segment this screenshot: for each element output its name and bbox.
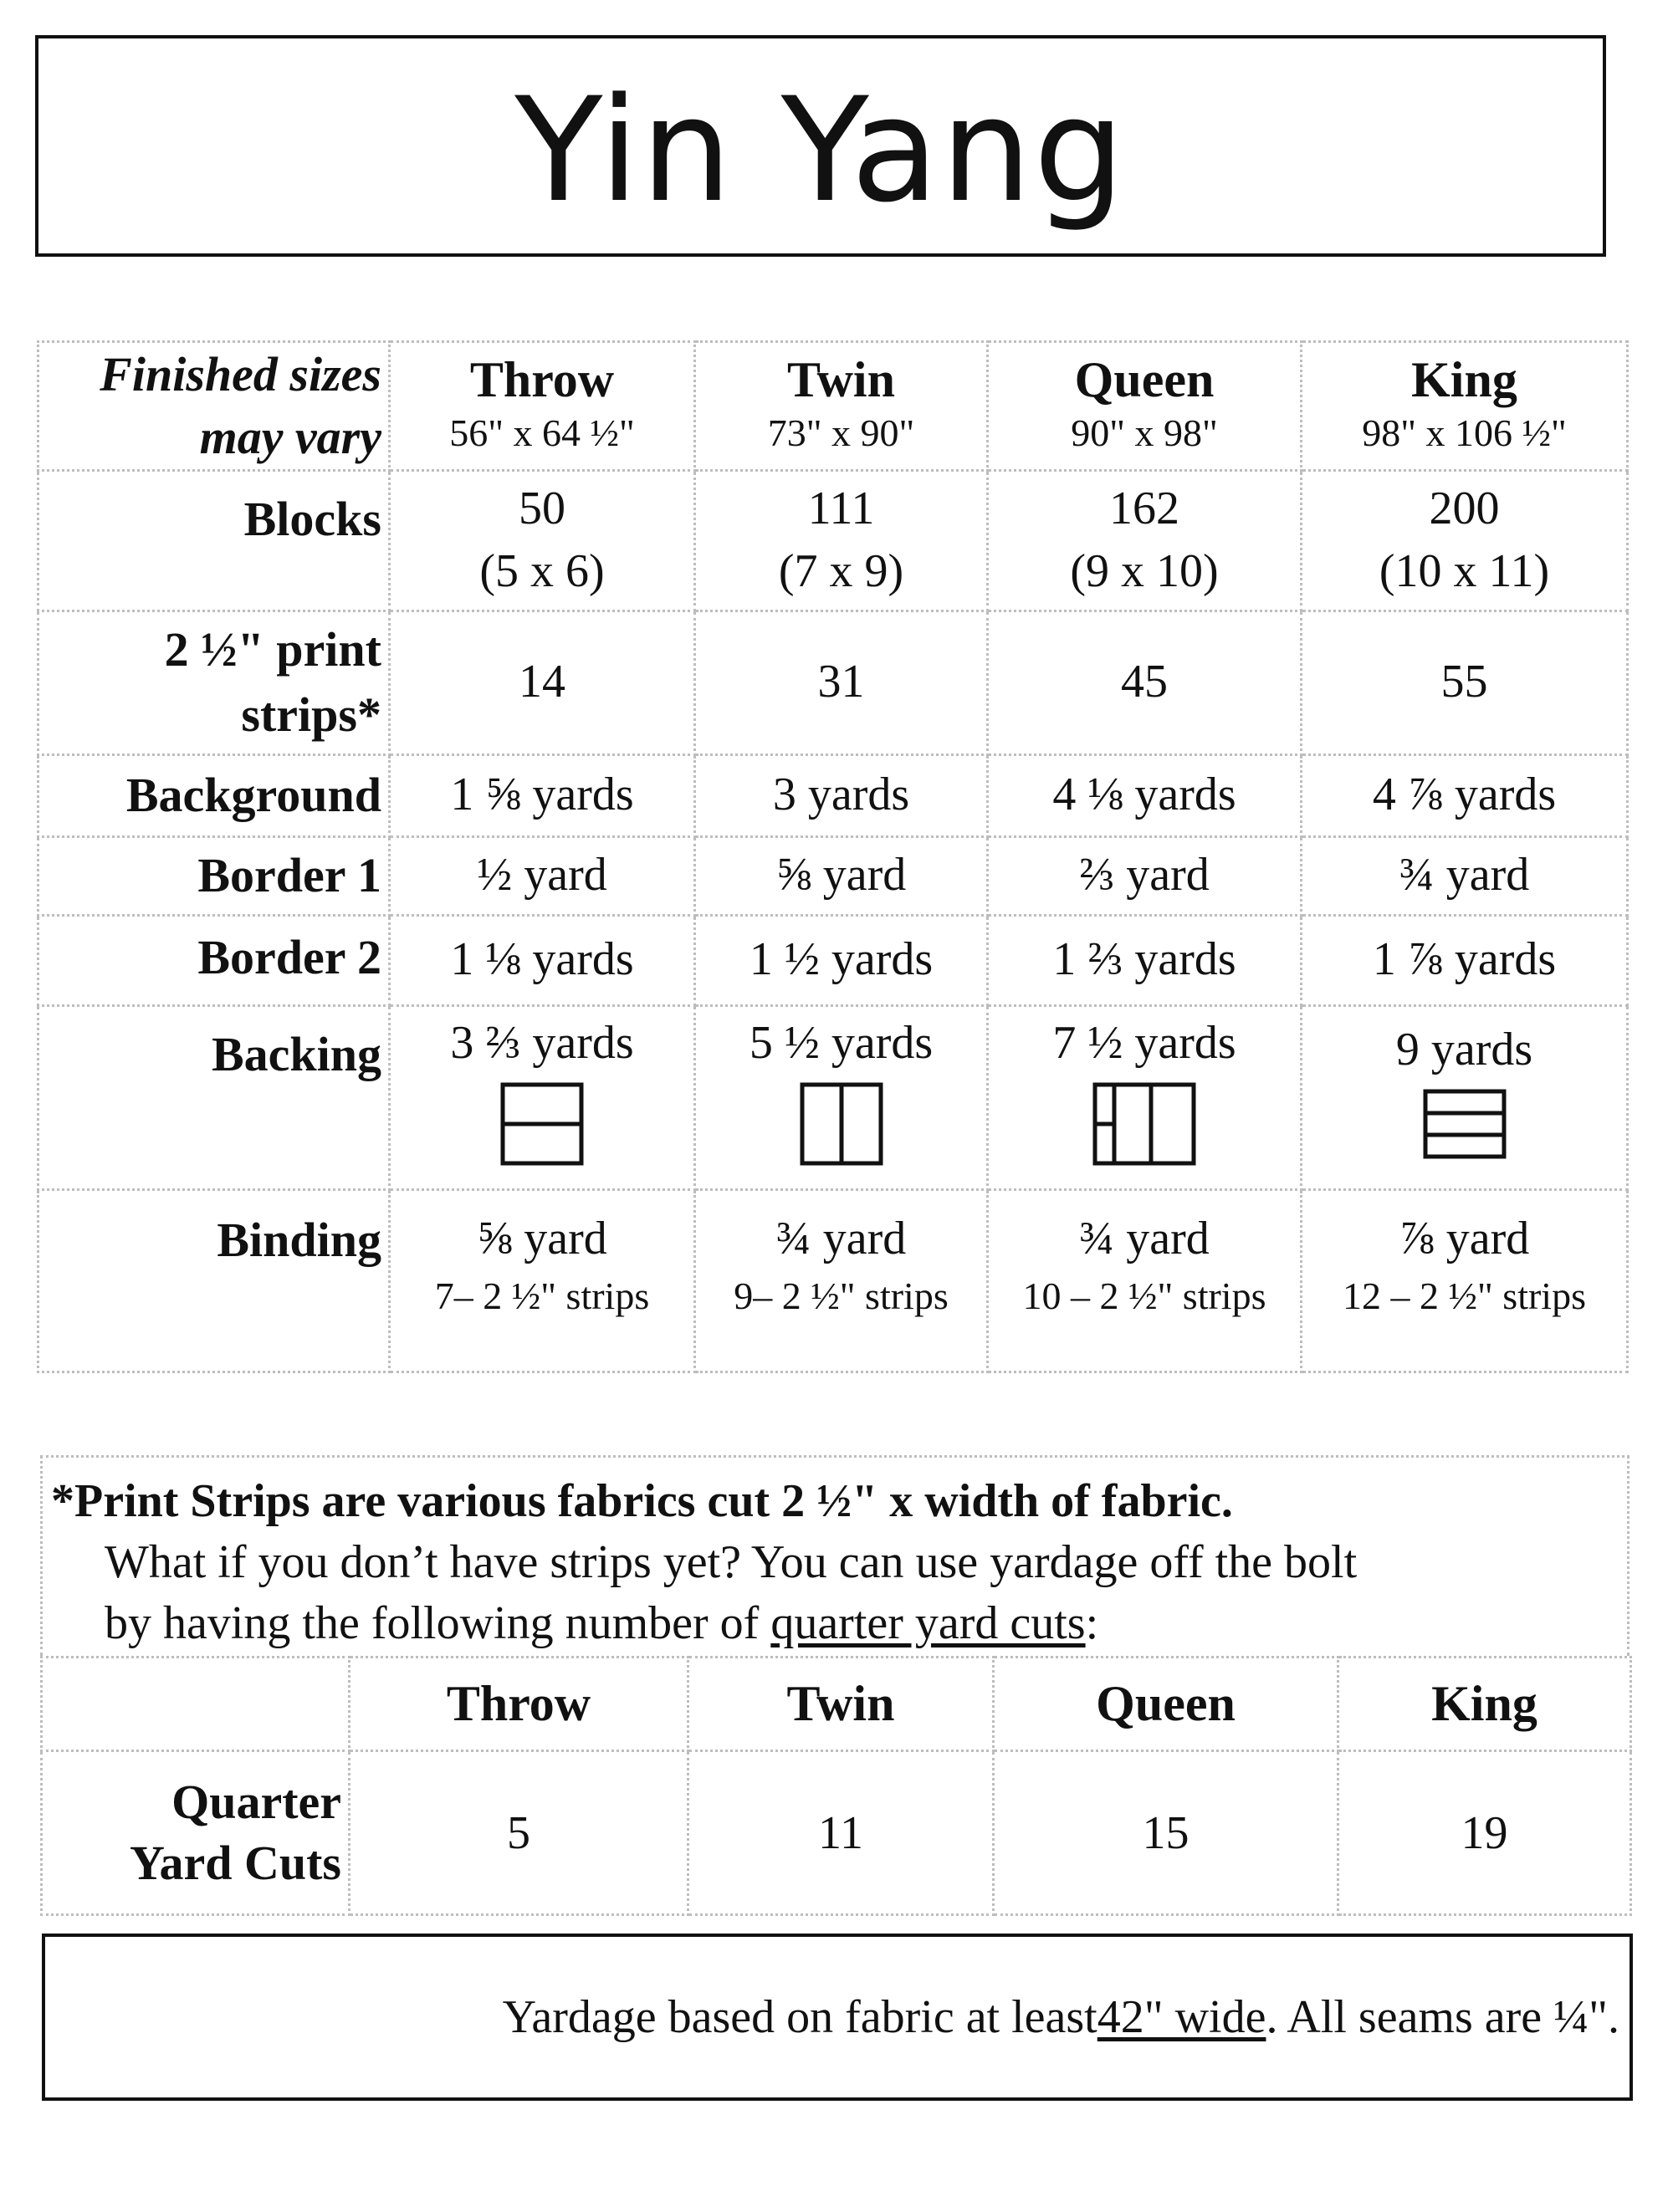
table-cell [1302,470,1628,610]
cuts-value-row [42,1751,1631,1915]
cuts-header-king: King [1338,1658,1631,1751]
row-label: Binding [38,1189,390,1372]
header-twin [695,342,988,471]
table-cell [988,1005,1302,1189]
binding-yardage: ⅝ yard [477,1212,607,1264]
cuts-corner-cell [42,1658,350,1751]
corner-cell [38,342,390,471]
column-name: King [1411,352,1517,408]
blocks-layout: (9 x 10) [1070,545,1219,598]
table-cell [390,470,695,610]
table-row-binding [38,1189,1628,1372]
table-cell [695,1189,988,1372]
row-label [38,610,390,754]
backing-yardage: 5 ½ yards [749,1017,934,1070]
table-cell [390,1189,695,1372]
row-label: Border 1 [38,836,390,915]
corner-line-2: may vary [199,410,381,465]
row-label: Blocks [38,470,390,610]
table-cell: 1 ½ yards [695,915,988,1005]
binding-yardage: ¾ yard [775,1212,907,1264]
header-throw [390,342,695,471]
cuts-header-throw: Throw [350,1658,688,1751]
cuts-label-2: Yard Cuts [130,1835,341,1890]
table-cell: 5 [350,1751,688,1915]
table-cell [390,1005,695,1189]
blocks-layout: (5 x 6) [479,545,605,598]
cuts-header-row [42,1658,1631,1751]
table-cell: 1 ⅔ yards [988,915,1302,1005]
cuts-header-twin: Twin [688,1658,994,1751]
footer-seams-text: . All seams are ¼". [1266,1991,1619,2043]
footer-text: Yardage based on fabric at least [502,1991,1097,2043]
binding-strips: 9– 2 ½" strips [734,1275,949,1318]
column-name: Throw [469,352,615,408]
quarter-yard-cuts-table [40,1656,1632,1916]
table-cell: 55 [1302,610,1628,754]
table-cell: ⅔ yard [988,836,1302,915]
note-line-2: What if you don’t have strips yet? You can use yardage off the bolt [105,1535,1358,1588]
table-cell: 4 ⅛ yards [988,754,1302,836]
cuts-header-queen: Queen [994,1658,1338,1751]
row-label: Background [38,754,390,836]
backing-yardage: 7 ½ yards [1052,1017,1236,1070]
table-cell: 11 [688,1751,994,1915]
table-cell: ⅝ yard [695,836,988,915]
binding-strips: 12 – 2 ½" strips [1343,1275,1586,1318]
note-line-3 [51,1593,1619,1654]
table-row-border1 [38,836,1628,915]
table-row-border2 [38,915,1628,1005]
footer-width-text: 42" wide [1097,1991,1266,2043]
title-box [35,35,1606,257]
table-cell: 31 [695,610,988,754]
table-cell [695,1005,988,1189]
table-cell: ¾ yard [1302,836,1628,915]
note-line-3-text: by having the following number of [105,1596,771,1649]
table-cell [1302,1005,1628,1189]
column-size: 90" x 98" [1071,411,1218,455]
blocks-layout: (10 x 11) [1379,545,1550,598]
table-cell: 14 [390,610,695,754]
table-cell: 19 [1338,1751,1631,1915]
backing-layout-icon [800,1082,883,1166]
binding-strips: 10 – 2 ½" strips [1022,1275,1266,1318]
blocks-count: 111 [807,482,875,534]
note-line-3-end: : [1085,1596,1099,1649]
backing-yardage: 3 ⅔ yards [450,1017,634,1070]
table-row-background [38,754,1628,836]
print-strips-note [40,1455,1630,1656]
header-king [1302,342,1628,471]
table-cell: 1 ⅝ yards [390,754,695,836]
column-size: 73" x 90" [767,411,915,455]
header-row [38,342,1628,471]
column-name: Queen [1074,352,1215,408]
blocks-layout: (7 x 9) [778,545,904,598]
column-size: 98" x 106 ½" [1362,411,1567,455]
blocks-count: 200 [1429,482,1500,534]
header-queen [988,342,1302,471]
row-label: Backing [38,1005,390,1189]
binding-strips: 7– 2 ½" strips [434,1275,650,1318]
backing-layout-icon [1423,1089,1507,1159]
yardage-footer [42,1934,1633,2101]
table-cell: 3 yards [695,754,988,836]
column-name: Twin [787,352,895,408]
table-cell: 1 ⅞ yards [1302,915,1628,1005]
row-label: Border 2 [38,915,390,1005]
requirements-table [37,340,1629,1373]
blocks-count: 50 [519,482,565,534]
table-cell: 4 ⅞ yards [1302,754,1628,836]
column-size: 56" x 64 ½" [449,411,635,455]
page-title: Yin Yang [514,66,1127,234]
corner-line-1: Finished sizes [100,347,381,401]
cuts-label-1: Quarter [171,1775,341,1829]
table-cell [988,470,1302,610]
backing-layout-icon [500,1082,584,1166]
table-cell: 1 ⅛ yards [390,915,695,1005]
note-heading: *Print Strips are various fabrics cut 2 ½" x width of fabric. [51,1475,1233,1527]
table-row-backing [38,1005,1628,1189]
strips-label-2: strips* [241,687,381,743]
binding-yardage: ¾ yard [1079,1212,1210,1264]
backing-yardage: 9 yards [1395,1024,1533,1076]
blocks-count: 162 [1109,482,1179,534]
table-cell: 15 [994,1751,1338,1915]
cuts-row-label [42,1751,350,1915]
table-cell [988,1189,1302,1372]
table-cell: ½ yard [390,836,695,915]
binding-yardage: ⅞ yard [1399,1212,1530,1264]
table-row-strips [38,610,1628,754]
table-cell [695,470,988,610]
table-cell: 45 [988,610,1302,754]
strips-label-1: 2 ½" print [164,621,381,677]
quarter-yard-cuts-text: quarter yard cuts [770,1596,1086,1649]
backing-layout-icon [1092,1082,1196,1166]
table-cell [1302,1189,1628,1372]
table-row-blocks [38,470,1628,610]
